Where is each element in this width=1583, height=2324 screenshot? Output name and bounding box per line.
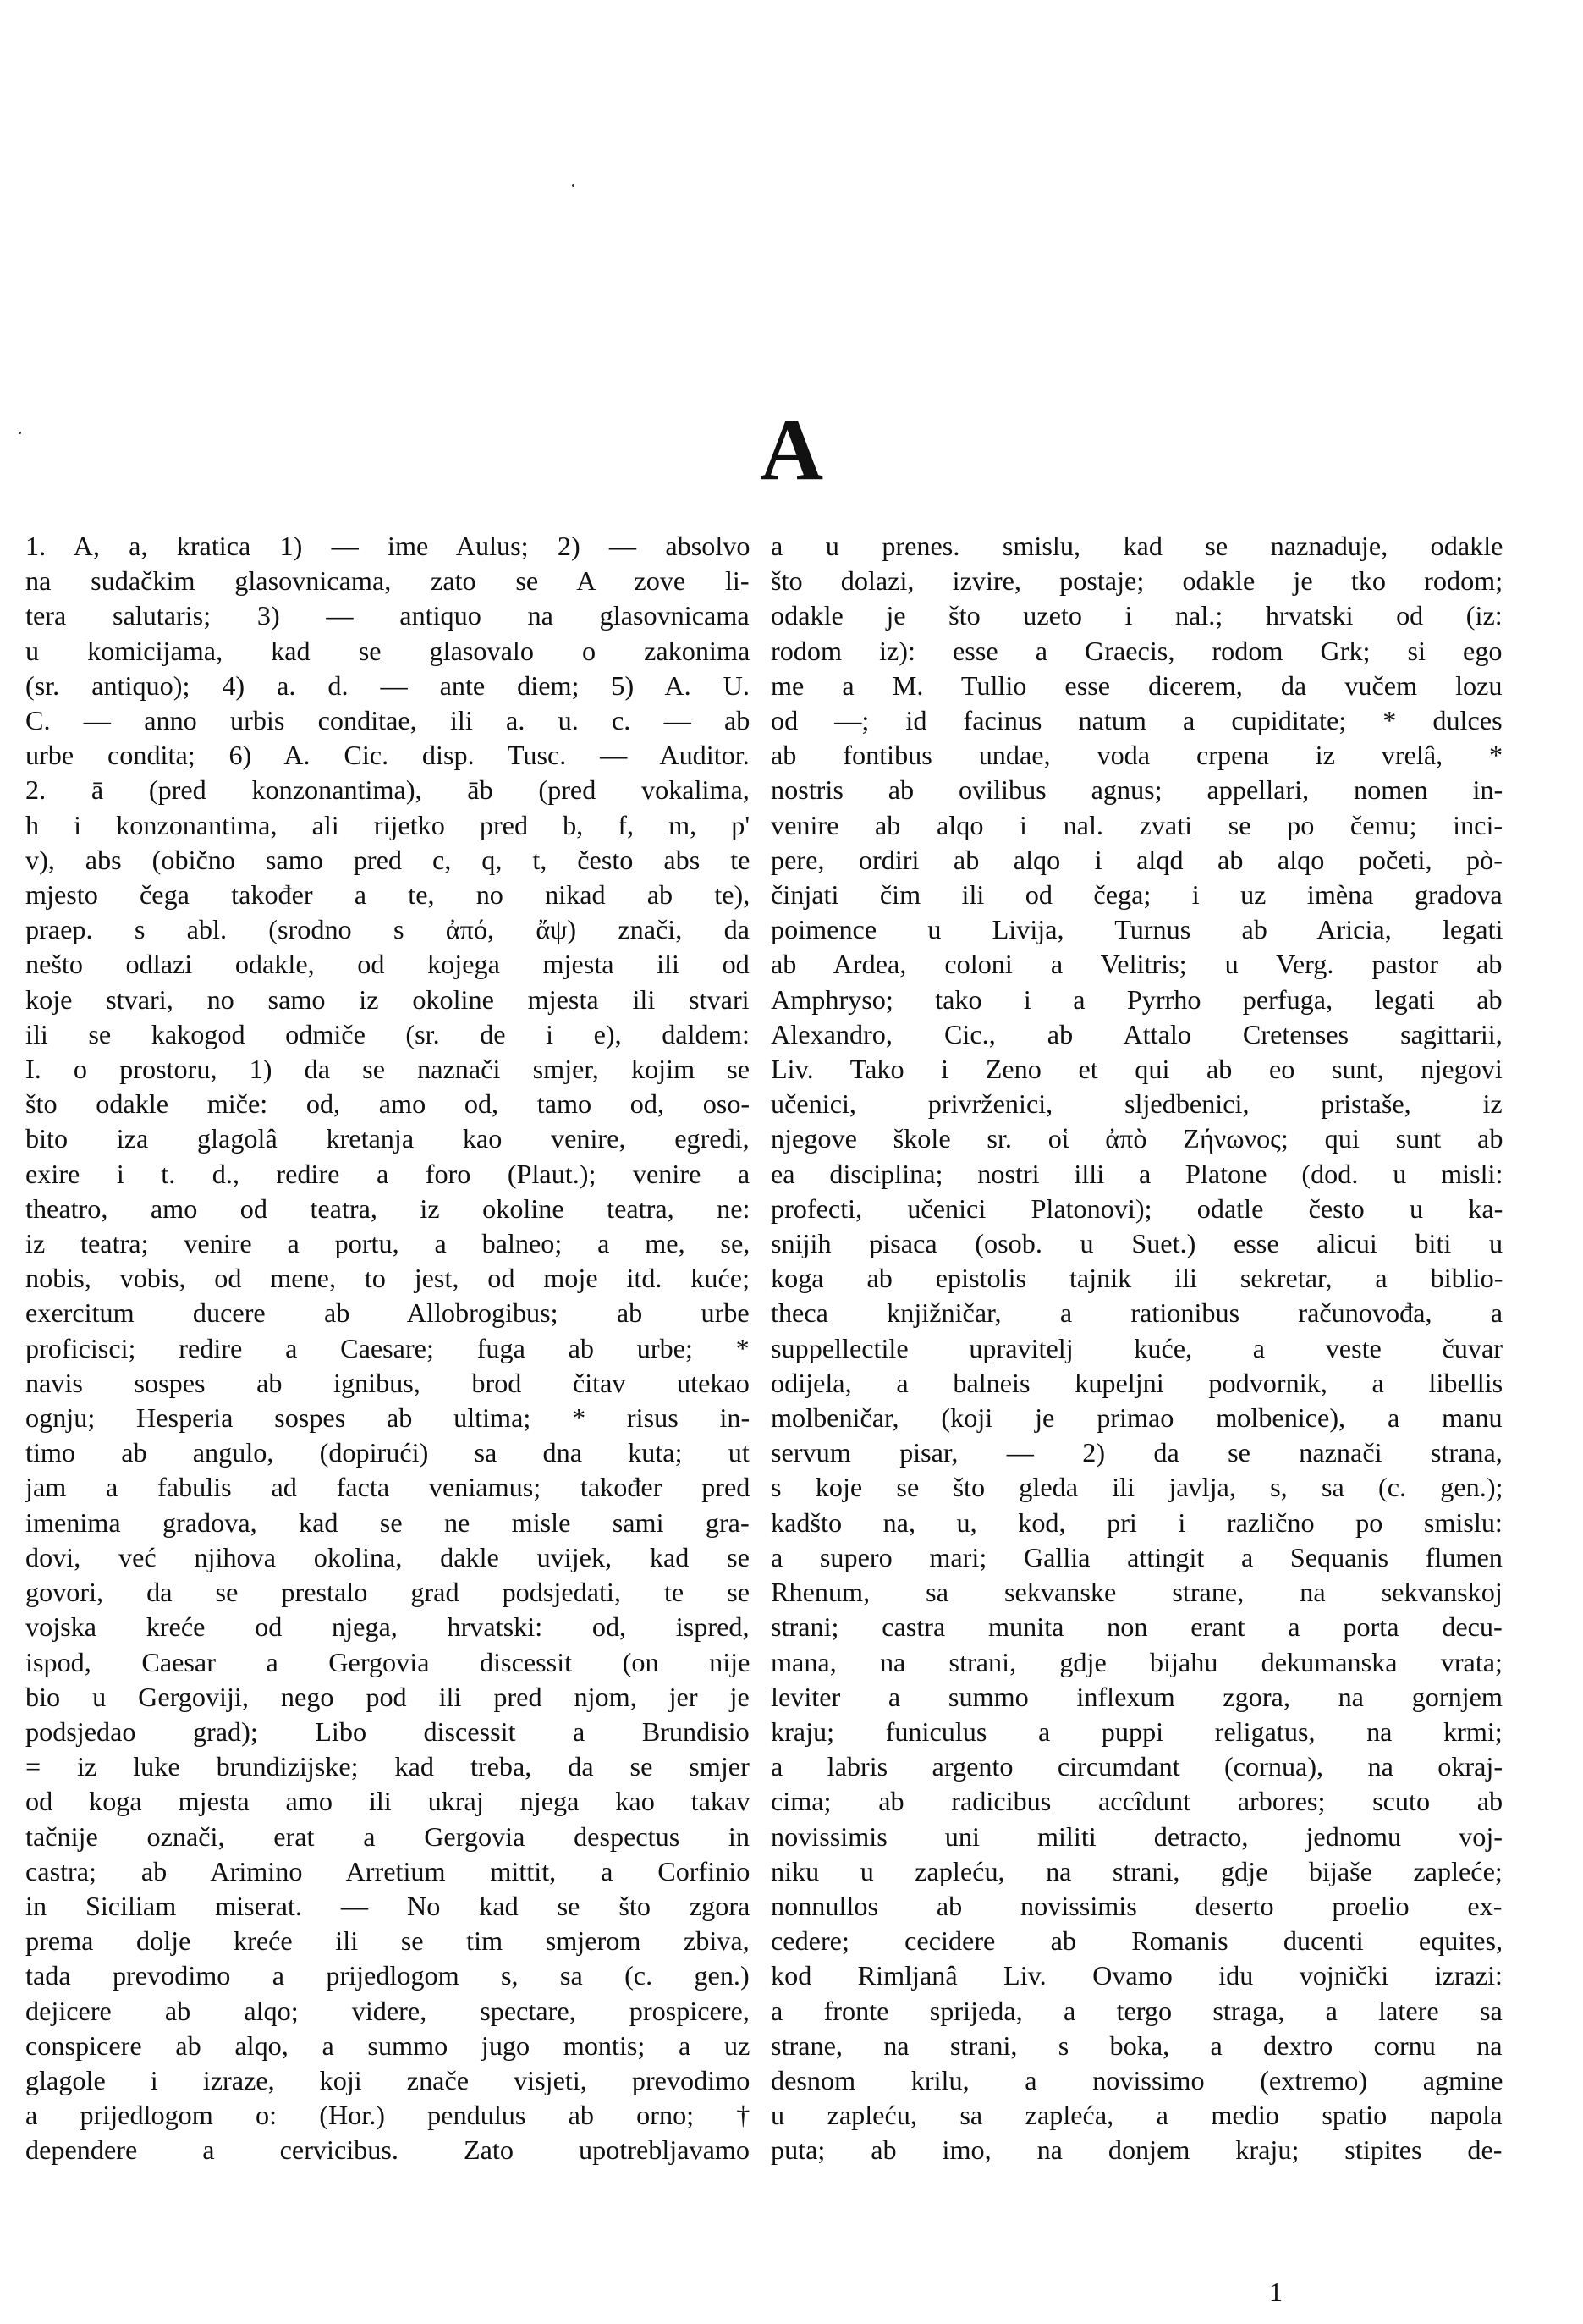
text-line: koga ab epistolis tajnik ili sekretar, a biblio-	[771, 1263, 1503, 1294]
text-line: pere, ordiri ab alqo i alqd ab alqo početi, pò-	[771, 844, 1503, 875]
text-line: theca knjižničar, a rationibus računovođa, a	[771, 1297, 1503, 1329]
text-line: na sudačkim glasovnicama, zato se A zove li-	[25, 565, 750, 597]
text-line: dejicere ab alqo; videre, spectare, prospicere,	[25, 1995, 750, 2026]
text-line: nonnullos ab novissimis deserto proelio ex-	[771, 1890, 1503, 1921]
text-line: (sr. antiquo); 4) a. d. — ante diem; 5) A. U.	[25, 669, 750, 701]
text-line: molbeničar, (koji je primao molbenice), a manu	[771, 1402, 1503, 1434]
text-line: jam a fabulis ad facta veniamus; također pred	[25, 1472, 750, 1503]
text-line: s koje se što gleda ili javlja, s, sa (c. gen.);	[771, 1472, 1503, 1503]
text-line: 2. ā (pred konzonantima), āb (pred vokalima,	[25, 774, 750, 806]
text-line: I. o prostoru, 1) da se naznači smjer, kojim se	[25, 1054, 750, 1085]
text-line: ispod, Caesar a Gergovia discessit (on nije	[25, 1646, 750, 1677]
text-line: a prijedlogom o: (Hor.) pendulus ab orno; †	[25, 2100, 750, 2131]
text-line: snijih pisaca (osob. u Suet.) esse alicui biti u	[771, 1228, 1503, 1259]
text-line: ognju; Hesperia sospes ab ultima; * risus in-	[25, 1402, 750, 1434]
text-line: C. — anno urbis conditae, ili a. u. c. — ab	[25, 705, 750, 736]
text-line: theatro, amo od teatra, iz okoline teatra, ne:	[25, 1192, 750, 1224]
text-line: leviter a summo inflexum zgora, na gornjem	[771, 1681, 1503, 1712]
text-line: Alexandro, Cic., ab Attalo Cretenses sagittarii,	[771, 1018, 1503, 1049]
text-line: me a M. Tullio esse dicerem, da vučem lozu	[771, 669, 1503, 701]
left-column	[25, 529, 750, 2168]
text-line: Amphryso; tako i a Pyrrho perfuga, legati ab	[771, 983, 1503, 1015]
text-line: odijela, a balneis kupeljni podvornik, a libellis	[771, 1367, 1503, 1398]
text-line: h i konzonantima, ali rijetko pred b, f, m, p'	[25, 809, 750, 840]
text-line: bio u Gergoviji, nego pod ili pred njom, jer je	[25, 1681, 750, 1712]
text-line: urbe condita; 6) A. Cic. disp. Tusc. — Auditor.	[25, 740, 750, 771]
scan-speck	[572, 184, 574, 187]
text-line: tera salutaris; 3) — antiquo na glasovnicama	[25, 600, 750, 631]
text-line: proficisci; redire a Caesare; fuga ab urbe; *	[25, 1332, 750, 1363]
text-line: iz teatra; venire a portu, a balneo; a me, se,	[25, 1228, 750, 1259]
text-line: a fronte sprijeda, a tergo straga, a latere sa	[771, 1995, 1503, 2026]
text-line: suppellectile upravitelj kuće, a veste čuvar	[771, 1332, 1503, 1363]
text-line: kraju; funiculus a puppi religatus, na krmi;	[771, 1715, 1503, 1747]
text-line: u zapleću, sa zapleća, a medio spatio napola	[771, 2100, 1503, 2131]
text-line: Liv. Tako i Zeno et qui ab eo sunt, njegovi	[771, 1054, 1503, 1085]
text-line: = iz luke brundizijske; kad treba, da se smjer	[25, 1751, 750, 1782]
text-line: od koga mjesta amo ili ukraj njega kao takav	[25, 1786, 750, 1817]
text-line: vojska kreće od njega, hrvatski: od, ispred,	[25, 1611, 750, 1643]
text-line: cedere; cecidere ab Romanis ducenti equites,	[771, 1925, 1503, 1957]
text-line: navis sospes ab ignibus, brod čitav utekao	[25, 1367, 750, 1398]
text-line: odakle je što uzeto i nal.; hrvatski od (iz:	[771, 600, 1503, 631]
text-line: conspicere ab alqo, a summo jugo montis; a uz	[25, 2029, 750, 2061]
text-line: novissimis uni militi detracto, jednomu voj-	[771, 1820, 1503, 1852]
section-letter: A	[759, 401, 824, 498]
text-line: Rhenum, sa sekvanske strane, na sekvanskoj	[771, 1577, 1503, 1608]
text-line: servum pisar, — 2) da se naznači strana,	[771, 1437, 1503, 1468]
text-line: kod Rimljanâ Liv. Ovamo idu vojnički izrazi:	[771, 1960, 1503, 1991]
text-line: što odakle miče: od, amo od, tamo od, oso-	[25, 1088, 750, 1120]
text-line: a supero mari; Gallia attingit a Sequanis flumen	[771, 1541, 1503, 1572]
text-line: in Siciliam miserat. — No kad se što zgora	[25, 1890, 750, 1921]
text-line: njegove škole sr. οἱ ἀπὸ Ζήνωνος; qui sunt ab	[771, 1123, 1503, 1154]
text-line: što dolazi, izvire, postaje; odakle je tko rodom;	[771, 565, 1503, 597]
text-line: nobis, vobis, od mene, to jest, od moje itd. kuće;	[25, 1263, 750, 1294]
right-column	[771, 529, 1503, 2168]
text-line: od —; id facinus natum a cupiditate; * dulces	[771, 705, 1503, 736]
text-line: nešto odlazi odakle, od kojega mjesta ili od	[25, 949, 750, 980]
text-line: glagole i izraze, koji znače visjeti, prevodimo	[25, 2064, 750, 2095]
text-line: praep. s abl. (srodno s ἀπό, ἄψ) znači, da	[25, 914, 750, 945]
text-line: tada prevodimo a prijedlogom s, sa (c. gen.)	[25, 1960, 750, 1991]
text-line: dependere a cervicibus. Zato upotrebljavamo	[25, 2134, 750, 2166]
text-line: mana, na strani, gdje bijahu dekumanska vrata;	[771, 1646, 1503, 1677]
text-line: mjesto čega također a te, no nikad ab te),	[25, 879, 750, 911]
text-line: činjati čim ili od čega; i uz imèna gradova	[771, 879, 1503, 911]
text-line: učenici, privrženici, sljedbenici, pristaše, iz	[771, 1088, 1503, 1120]
text-line: rodom iz): esse a Graecis, rodom Grk; si ego	[771, 635, 1503, 666]
page-number: 1	[1269, 2277, 1283, 2307]
text-line: exercitum ducere ab Allobrogibus; ab urbe	[25, 1297, 750, 1329]
text-line: ab Ardea, coloni a Velitris; u Verg. pastor ab	[771, 949, 1503, 980]
text-line: bito iza glagolâ kretanja kao venire, egredi,	[25, 1123, 750, 1154]
text-line: imenima gradova, kad se ne misle sami gra-	[25, 1506, 750, 1538]
text-line: prema dolje kreće ili se tim smjerom zbiva,	[25, 1925, 750, 1957]
text-line: v), abs (obično samo pred c, q, t, često abs te	[25, 844, 750, 875]
text-line: ili se kakogod odmiče (sr. de i e), daldem:	[25, 1018, 750, 1049]
text-line: 1. A, a, kratica 1) — ime Aulus; 2) — absolvo	[25, 531, 750, 561]
text-line: ea disciplina; nostri illi a Platone (dod. u misli:	[771, 1158, 1503, 1189]
text-line: tačnije označi, erat a Gergovia despectus in	[25, 1820, 750, 1852]
text-line: profecti, učenici Platonovi); odatle često u ka-	[771, 1192, 1503, 1224]
text-line: cima; ab radicibus accîdunt arbores; scuto ab	[771, 1786, 1503, 1817]
text-line: timo ab angulo, (dopirući) sa dna kuta; ut	[25, 1437, 750, 1468]
text-line: niku u zapleću, na strani, gdje bijaše zapleće;	[771, 1855, 1503, 1886]
text-line: puta; ab imo, na donjem kraju; stipites de-	[771, 2134, 1503, 2166]
text-line: koje stvari, no samo iz okoline mjesta ili stvari	[25, 983, 750, 1015]
text-line: u komicijama, kad se glasovalo o zakonima	[25, 635, 750, 666]
text-line: kadšto na, u, kod, pri i različno po smislu:	[771, 1506, 1503, 1538]
text-line: nostris ab ovilibus agnus; appellari, nomen in-	[771, 774, 1503, 806]
text-line: podsjedao grad); Libo discessit a Brundisio	[25, 1715, 750, 1747]
text-line: exire i t. d., redire a foro (Plaut.); venire a	[25, 1158, 750, 1189]
text-line: ab fontibus undae, voda crpena iz vrelâ, *	[771, 740, 1503, 771]
text-line: govori, da se prestalo grad podsjedati, te se	[25, 1577, 750, 1608]
text-line: dovi, već njihova okolina, dakle uvijek, kad se	[25, 1541, 750, 1572]
text-line: desnom krilu, a novissimo (extremo) agmine	[771, 2064, 1503, 2095]
text-line: strani; castra munita non erant a porta decu-	[771, 1611, 1503, 1643]
text-line: a u prenes. smislu, kad se naznaduje, odakle	[771, 531, 1503, 561]
text-line: venire ab alqo i nal. zvati se po čemu; inci-	[771, 809, 1503, 840]
text-line: castra; ab Arimino Arretium mittit, a Corfinio	[25, 1855, 750, 1886]
text-line: poimence u Livija, Turnus ab Aricia, legati	[771, 914, 1503, 945]
text-line: strane, na strani, s boka, a dextro cornu na	[771, 2029, 1503, 2061]
text-line: a labris argento circumdant (cornua), na okraj-	[771, 1751, 1503, 1782]
